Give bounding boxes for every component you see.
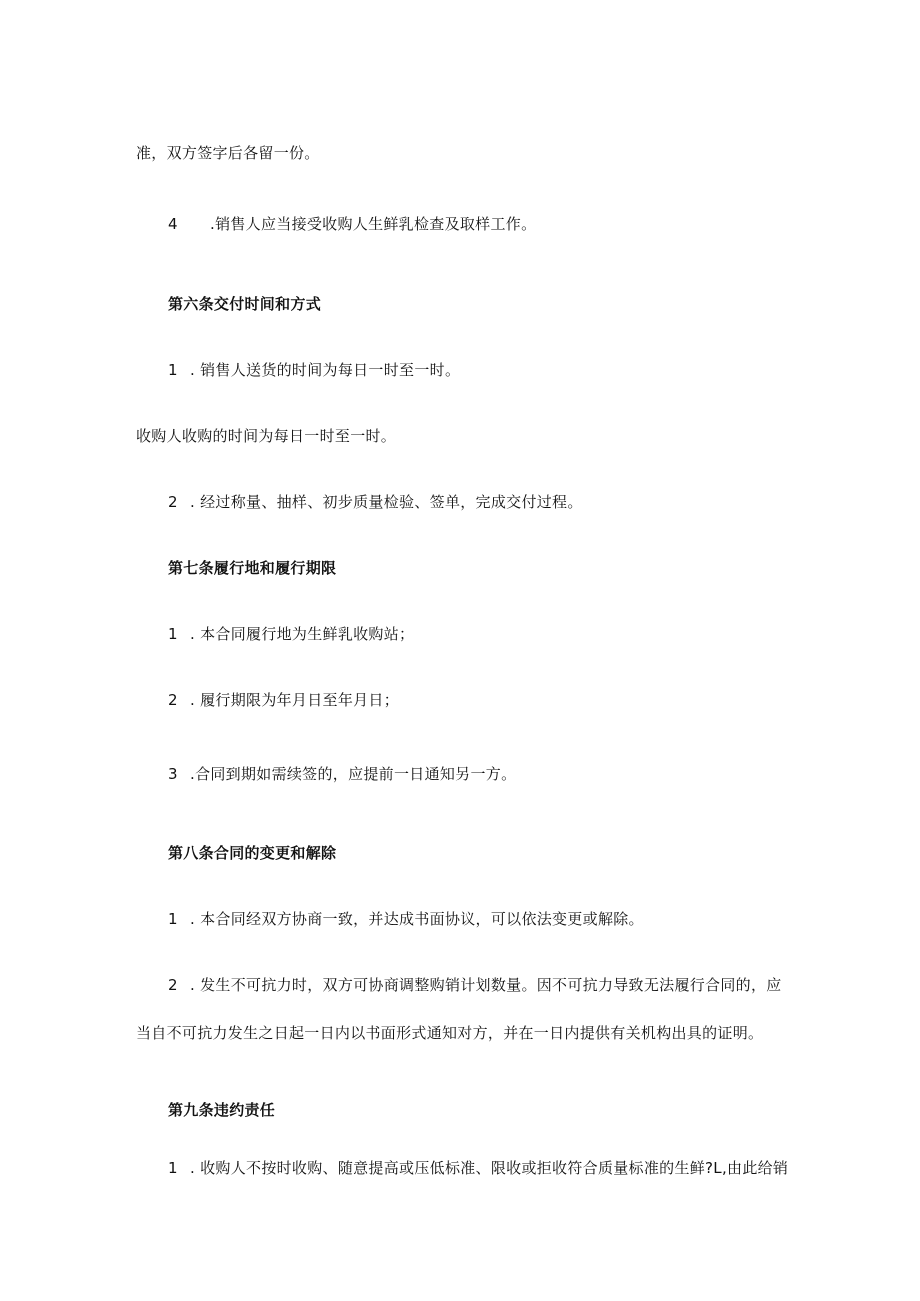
item-text: .销售人应当接受收购人生鲜乳检查及取样工作。 — [210, 215, 537, 233]
item-number: 1 — [168, 910, 178, 928]
item-text: . 本合同履行地为生鲜乳收购站； — [190, 625, 415, 643]
item-number: 4 — [168, 215, 178, 233]
paragraph-line — [136, 143, 320, 163]
item-text: . 发生不可抗力时，双方可协商调整购销计划数量。因不可抗力导致无法履行合同的，应 — [190, 976, 782, 994]
section-heading — [168, 1100, 275, 1120]
list-item — [168, 1158, 788, 1178]
item-number: 2 — [168, 691, 178, 709]
list-item — [168, 690, 399, 710]
section-heading — [168, 294, 321, 314]
item-text: .合同到期如需续签的，应提前一日通知另一方。 — [190, 765, 517, 783]
item-text: . 收购人不按时收购、随意提高或压低标准、限收或拒收符合质量标准的生鲜?L,由此给销 — [190, 1159, 789, 1177]
paragraph-line — [136, 1023, 763, 1043]
heading-text: 第六条交付时间和方式 — [168, 295, 322, 313]
list-item — [168, 975, 782, 995]
paragraph-line — [136, 426, 396, 446]
item-number: 1 — [168, 361, 178, 379]
text: 当自不可抗力发生之日起一日内以书面形式通知对方，并在一日内提供有关机构出具的证明。 — [136, 1024, 764, 1042]
item-number: 1 — [168, 625, 178, 643]
section-heading — [168, 843, 336, 863]
item-number: 2 — [168, 976, 178, 994]
item-number: 2 — [168, 493, 178, 511]
text: 收购人收购的时间为每日一时至一时。 — [136, 427, 397, 445]
heading-text: 第八条合同的变更和解除 — [168, 844, 337, 862]
list-item — [168, 360, 460, 380]
list-item — [168, 214, 536, 234]
heading-text: 第九条违约责任 — [168, 1101, 276, 1119]
list-item — [168, 624, 414, 644]
item-number: 3 — [168, 765, 178, 783]
list-item — [168, 492, 583, 512]
list-item — [168, 764, 516, 784]
item-text: . 销售人送货的时间为每日一时至一时。 — [190, 361, 461, 379]
heading-text: 第七条履行地和履行期限 — [168, 559, 337, 577]
section-heading — [168, 558, 336, 578]
item-text: . 经过称量、抽样、初步质量检验、签单，完成交付过程。 — [190, 493, 583, 511]
item-number: 1 — [168, 1159, 178, 1177]
item-text: . 本合同经双方协商一致，并达成书面协议，可以依法变更或解除。 — [190, 910, 644, 928]
item-text: . 履行期限为年月日至年月日； — [190, 691, 400, 709]
list-item — [168, 909, 644, 929]
text: 准，双方签字后各留一份。 — [136, 144, 320, 162]
